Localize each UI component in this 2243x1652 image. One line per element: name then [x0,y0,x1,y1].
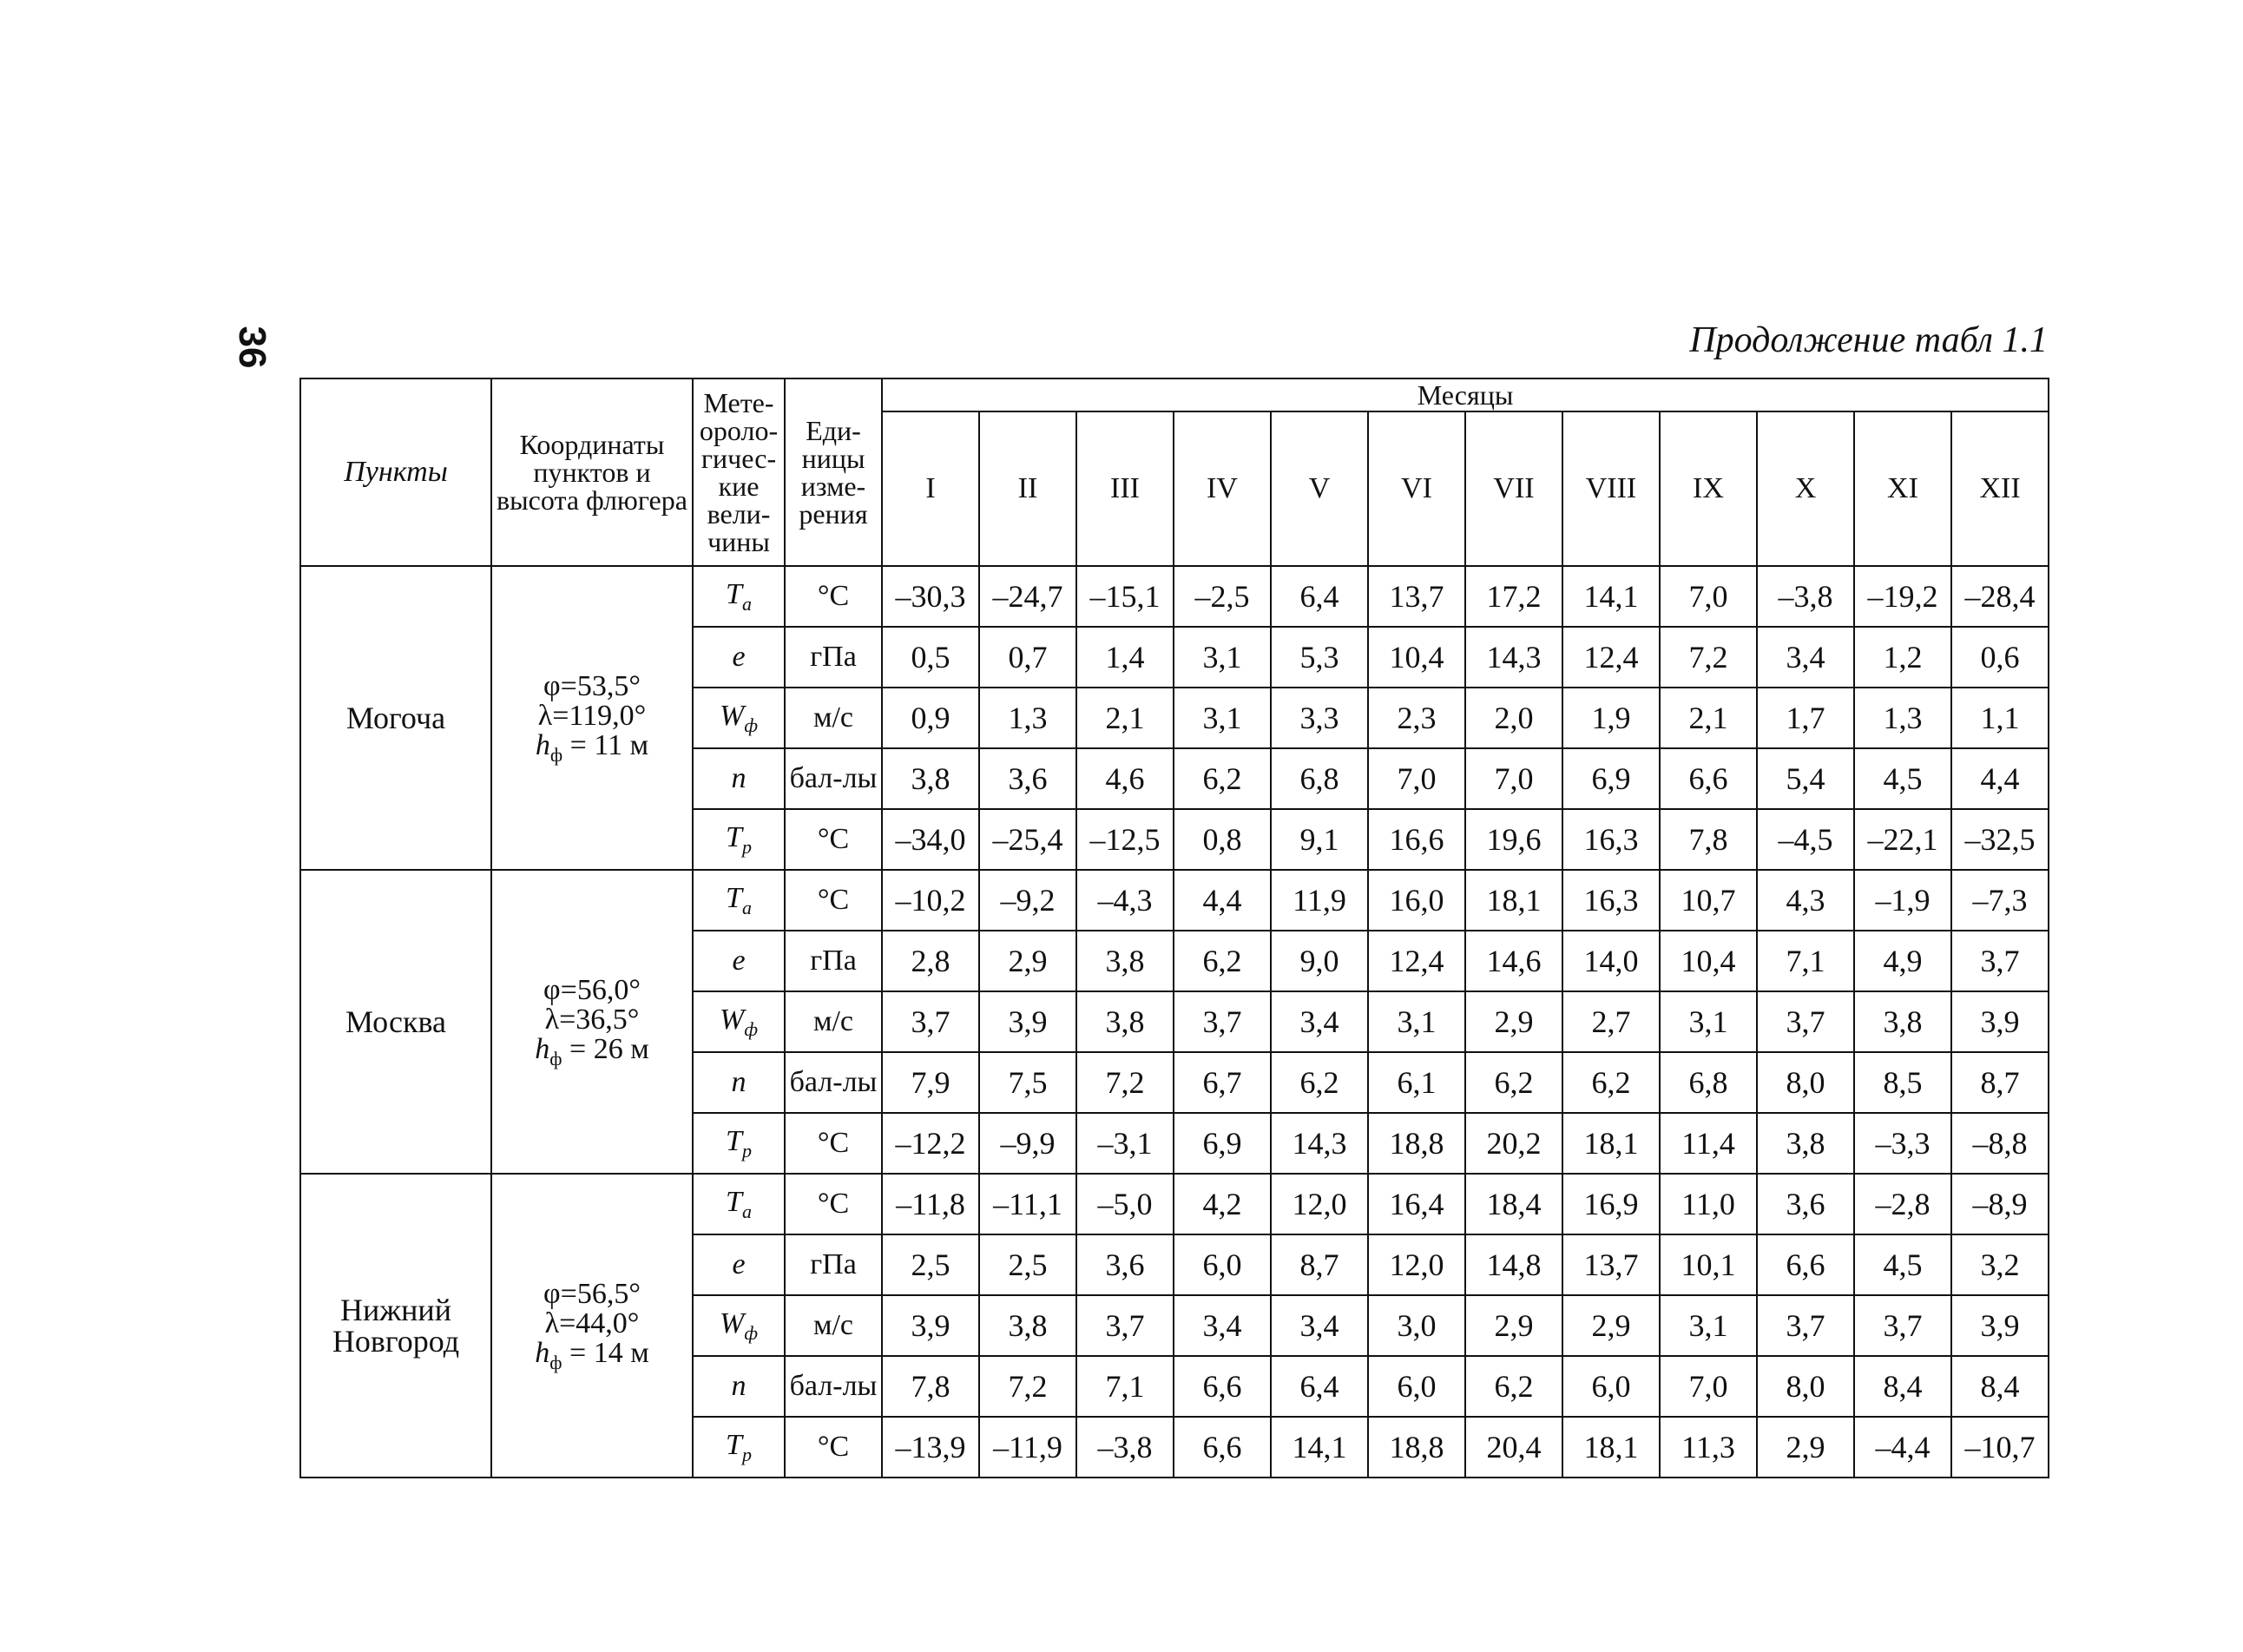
value-cell: 1,4 [1076,627,1174,688]
coordinate-line: φ=56,0° [543,973,641,1006]
value-cell: 12,4 [1562,627,1660,688]
value-cell: 18,1 [1465,870,1562,931]
value-cell: 2,5 [882,1234,979,1295]
coordinate-line: λ=44,0° [544,1306,640,1339]
value-cell: –3,3 [1854,1113,1951,1174]
value-cell: 7,0 [1465,748,1562,809]
value-cell: –13,9 [882,1417,979,1478]
value-cell: 4,5 [1854,1234,1951,1295]
value-cell: –19,2 [1854,566,1951,627]
value-cell: 18,1 [1562,1113,1660,1174]
value-cell: 2,9 [1757,1417,1854,1478]
value-cell: 3,8 [882,748,979,809]
value-cell: 11,0 [1660,1174,1757,1234]
value-cell: 6,8 [1271,748,1368,809]
value-cell: 11,4 [1660,1113,1757,1174]
value-cell: –30,3 [882,566,979,627]
value-cell: 2,1 [1660,688,1757,748]
value-cell: –12,2 [882,1113,979,1174]
value-cell: 9,1 [1271,809,1368,870]
value-cell: 20,2 [1465,1113,1562,1174]
value-cell: 3,7 [1174,991,1271,1052]
value-cell: 3,7 [1757,991,1854,1052]
value-cell: 7,2 [979,1356,1076,1417]
value-cell: 6,8 [1660,1052,1757,1113]
met-symbol: $T_a$ [693,566,785,627]
unit-cell: °C [785,1113,882,1174]
value-cell: 0,8 [1174,809,1271,870]
coordinate-line: φ=56,5° [543,1277,641,1310]
header-month: VI [1368,411,1465,566]
value-cell: 16,3 [1562,870,1660,931]
unit-cell: м/с [785,688,882,748]
value-cell: –4,3 [1076,870,1174,931]
value-cell: –5,0 [1076,1174,1174,1234]
value-cell: 6,2 [1465,1356,1562,1417]
value-cell: 2,1 [1076,688,1174,748]
value-cell: 8,4 [1951,1356,2049,1417]
value-cell: 3,0 [1368,1295,1465,1356]
value-cell: 2,8 [882,931,979,991]
value-cell: 10,7 [1660,870,1757,931]
value-cell: 1,7 [1757,688,1854,748]
met-symbol: $T_р$ [693,809,785,870]
value-cell: 7,5 [979,1052,1076,1113]
value-cell: 7,0 [1368,748,1465,809]
header-met-quantities: Мете-ороло-гичес-кие вели-чины [693,378,785,566]
value-cell: 6,4 [1271,566,1368,627]
value-cell: 8,5 [1854,1052,1951,1113]
value-cell: –3,8 [1757,566,1854,627]
value-cell: 7,9 [882,1052,979,1113]
value-cell: 6,9 [1174,1113,1271,1174]
value-cell: 5,3 [1271,627,1368,688]
met-symbol: n [693,1052,785,1113]
value-cell: –2,5 [1174,566,1271,627]
value-cell: 8,7 [1951,1052,2049,1113]
value-cell: 3,1 [1660,1295,1757,1356]
coordinate-line: λ=119,0° [537,699,647,732]
value-cell: 2,5 [979,1234,1076,1295]
value-cell: 2,7 [1562,991,1660,1052]
unit-cell: м/с [785,991,882,1052]
value-cell: –32,5 [1951,809,2049,870]
value-cell: 3,7 [1757,1295,1854,1356]
value-cell: 14,3 [1271,1113,1368,1174]
unit-cell: м/с [785,1295,882,1356]
met-symbol: $W_ф$ [693,1295,785,1356]
value-cell: 4,5 [1854,748,1951,809]
value-cell: –9,9 [979,1113,1076,1174]
value-cell: 6,1 [1368,1052,1465,1113]
value-cell: 3,9 [979,991,1076,1052]
value-cell: –2,8 [1854,1174,1951,1234]
value-cell: 3,3 [1271,688,1368,748]
value-cell: 11,3 [1660,1417,1757,1478]
value-cell: 1,3 [1854,688,1951,748]
header-months-group: Месяцы [882,378,2049,411]
value-cell: 3,6 [979,748,1076,809]
value-cell: 12,0 [1271,1174,1368,1234]
value-cell: 10,4 [1660,931,1757,991]
value-cell: 6,2 [1271,1052,1368,1113]
header-month: IX [1660,411,1757,566]
value-cell: 18,8 [1368,1417,1465,1478]
value-cell: 2,9 [1562,1295,1660,1356]
value-cell: 6,2 [1562,1052,1660,1113]
value-cell: 5,4 [1757,748,1854,809]
value-cell: 4,6 [1076,748,1174,809]
table-body [300,566,2049,1478]
value-cell: 6,7 [1174,1052,1271,1113]
header-month: III [1076,411,1174,566]
value-cell: 2,0 [1465,688,1562,748]
header-month: X [1757,411,1854,566]
value-cell: 7,2 [1660,627,1757,688]
value-cell: 3,8 [1076,991,1174,1052]
coordinate-line: $h_ф = 14$ м [535,1336,649,1373]
value-cell: 2,3 [1368,688,1465,748]
unit-cell: гПа [785,1234,882,1295]
coordinate-line: $h_ф = 26$ м [535,1032,649,1070]
value-cell: 7,0 [1660,1356,1757,1417]
value-cell: 3,6 [1757,1174,1854,1234]
value-cell: 3,1 [1174,688,1271,748]
value-cell: 0,5 [882,627,979,688]
header-month: II [979,411,1076,566]
value-cell: 3,1 [1174,627,1271,688]
value-cell: 4,2 [1174,1174,1271,1234]
table-row [300,870,2049,931]
value-cell: –8,9 [1951,1174,2049,1234]
value-cell: 2,9 [979,931,1076,991]
header-month: VIII [1562,411,1660,566]
value-cell: –9,2 [979,870,1076,931]
unit-cell: бал-лы [785,748,882,809]
value-cell: 9,0 [1271,931,1368,991]
value-cell: 16,9 [1562,1174,1660,1234]
value-cell: 8,0 [1757,1356,1854,1417]
value-cell: –3,8 [1076,1417,1174,1478]
value-cell: 3,4 [1271,1295,1368,1356]
header-month: XII [1951,411,2049,566]
value-cell: –22,1 [1854,809,1951,870]
unit-cell: бал-лы [785,1356,882,1417]
value-cell: 7,1 [1076,1356,1174,1417]
station-name: Могоча [300,566,491,870]
value-cell: 16,0 [1368,870,1465,931]
value-cell: 14,1 [1562,566,1660,627]
value-cell: –11,1 [979,1174,1076,1234]
station-name: Москва [300,870,491,1174]
value-cell: 1,2 [1854,627,1951,688]
value-cell: 12,0 [1368,1234,1465,1295]
met-symbol: $T_р$ [693,1113,785,1174]
unit-cell: °C [785,1417,882,1478]
met-symbol: n [693,748,785,809]
value-cell: 6,6 [1660,748,1757,809]
value-cell: 17,2 [1465,566,1562,627]
value-cell: 3,7 [1854,1295,1951,1356]
value-cell: –34,0 [882,809,979,870]
unit-cell: °C [785,566,882,627]
value-cell: –7,3 [1951,870,2049,931]
value-cell: 6,6 [1757,1234,1854,1295]
value-cell: 8,4 [1854,1356,1951,1417]
value-cell: –4,5 [1757,809,1854,870]
table-row [300,566,2049,627]
value-cell: 18,1 [1562,1417,1660,1478]
value-cell: –25,4 [979,809,1076,870]
met-symbol: $T_a$ [693,870,785,931]
value-cell: 4,4 [1174,870,1271,931]
value-cell: 6,9 [1562,748,1660,809]
value-cell: 6,2 [1174,931,1271,991]
value-cell: –15,1 [1076,566,1174,627]
value-cell: 3,7 [1076,1295,1174,1356]
value-cell: 3,9 [882,1295,979,1356]
met-symbol: $T_a$ [693,1174,785,1234]
value-cell: 14,1 [1271,1417,1368,1478]
unit-cell: гПа [785,931,882,991]
value-cell: 3,1 [1660,991,1757,1052]
value-cell: 3,8 [1757,1113,1854,1174]
value-cell: 7,8 [882,1356,979,1417]
header-month: XI [1854,411,1951,566]
value-cell: 13,7 [1562,1234,1660,1295]
meteo-table [299,378,2049,1478]
value-cell: 20,4 [1465,1417,1562,1478]
value-cell: 6,0 [1174,1234,1271,1295]
value-cell: –10,2 [882,870,979,931]
value-cell: 16,4 [1368,1174,1465,1234]
met-symbol: e [693,931,785,991]
station-name: Нижний Новгород [300,1174,491,1478]
header-units: Еди-ницы изме-рения [785,378,882,566]
value-cell: 3,8 [1854,991,1951,1052]
value-cell: 6,0 [1562,1356,1660,1417]
value-cell: 7,2 [1076,1052,1174,1113]
value-cell: –11,9 [979,1417,1076,1478]
unit-cell: бал-лы [785,1052,882,1113]
value-cell: 3,4 [1757,627,1854,688]
value-cell: 7,1 [1757,931,1854,991]
met-symbol: n [693,1356,785,1417]
coordinate-line: λ=36,5° [544,1003,640,1036]
value-cell: 19,6 [1465,809,1562,870]
value-cell: 3,4 [1271,991,1368,1052]
met-symbol: e [693,627,785,688]
unit-cell: °C [785,809,882,870]
value-cell: 1,1 [1951,688,2049,748]
value-cell: 4,4 [1951,748,2049,809]
station-coordinates [491,1174,693,1478]
value-cell: 7,8 [1660,809,1757,870]
value-cell: 6,4 [1271,1356,1368,1417]
value-cell: 18,4 [1465,1174,1562,1234]
value-cell: 1,9 [1562,688,1660,748]
unit-cell: °C [785,870,882,931]
station-coordinates [491,566,693,870]
table-caption: Продолжение табл 1.1 [1689,320,2048,360]
value-cell: 16,3 [1562,809,1660,870]
value-cell: 7,0 [1660,566,1757,627]
unit-cell: гПа [785,627,882,688]
value-cell: 4,9 [1854,931,1951,991]
header-month: I [882,411,979,566]
met-symbol: $T_р$ [693,1417,785,1478]
value-cell: 18,8 [1368,1113,1465,1174]
value-cell: 3,2 [1951,1234,2049,1295]
value-cell: –28,4 [1951,566,2049,627]
value-cell: –8,8 [1951,1113,2049,1174]
value-cell: –11,8 [882,1174,979,1234]
value-cell: 4,3 [1757,870,1854,931]
value-cell: 12,4 [1368,931,1465,991]
value-cell: –3,1 [1076,1113,1174,1174]
met-symbol: $W_ф$ [693,688,785,748]
coordinate-line: φ=53,5° [543,669,641,702]
header-month: IV [1174,411,1271,566]
value-cell: 0,7 [979,627,1076,688]
value-cell: 8,7 [1271,1234,1368,1295]
table-header [300,378,2049,566]
value-cell: 3,8 [1076,931,1174,991]
header-coordinates: Координаты пунктов и высота флюгера [491,378,693,566]
value-cell: –4,4 [1854,1417,1951,1478]
station-coordinates [491,870,693,1174]
value-cell: 14,0 [1562,931,1660,991]
table-row [300,1174,2049,1234]
value-cell: 3,7 [1951,931,2049,991]
value-cell: 8,0 [1757,1052,1854,1113]
value-cell: 0,9 [882,688,979,748]
value-cell: –24,7 [979,566,1076,627]
value-cell: 6,6 [1174,1356,1271,1417]
value-cell: –12,5 [1076,809,1174,870]
page-number: 36 [231,326,273,369]
value-cell: 10,1 [1660,1234,1757,1295]
value-cell: 11,9 [1271,870,1368,931]
value-cell: –10,7 [1951,1417,2049,1478]
value-cell: 6,0 [1368,1356,1465,1417]
header-month: V [1271,411,1368,566]
value-cell: 14,8 [1465,1234,1562,1295]
value-cell: 3,7 [882,991,979,1052]
header-month: VII [1465,411,1562,566]
value-cell: 6,2 [1465,1052,1562,1113]
value-cell: 16,6 [1368,809,1465,870]
value-cell: 14,3 [1465,627,1562,688]
value-cell: 6,6 [1174,1417,1271,1478]
value-cell: 0,6 [1951,627,2049,688]
unit-cell: °C [785,1174,882,1234]
header-punkty: Пункты [300,378,491,566]
value-cell: 3,6 [1076,1234,1174,1295]
met-symbol: e [693,1234,785,1295]
value-cell: 3,9 [1951,991,2049,1052]
value-cell: 10,4 [1368,627,1465,688]
value-cell: 14,6 [1465,931,1562,991]
value-cell: 2,9 [1465,1295,1562,1356]
met-symbol: $W_ф$ [693,991,785,1052]
value-cell: –1,9 [1854,870,1951,931]
value-cell: 3,9 [1951,1295,2049,1356]
value-cell: 3,1 [1368,991,1465,1052]
value-cell: 6,2 [1174,748,1271,809]
value-cell: 1,3 [979,688,1076,748]
value-cell: 13,7 [1368,566,1465,627]
coordinate-line: $h_ф = 11$ м [535,728,649,766]
value-cell: 3,8 [979,1295,1076,1356]
value-cell: 2,9 [1465,991,1562,1052]
value-cell: 3,4 [1174,1295,1271,1356]
